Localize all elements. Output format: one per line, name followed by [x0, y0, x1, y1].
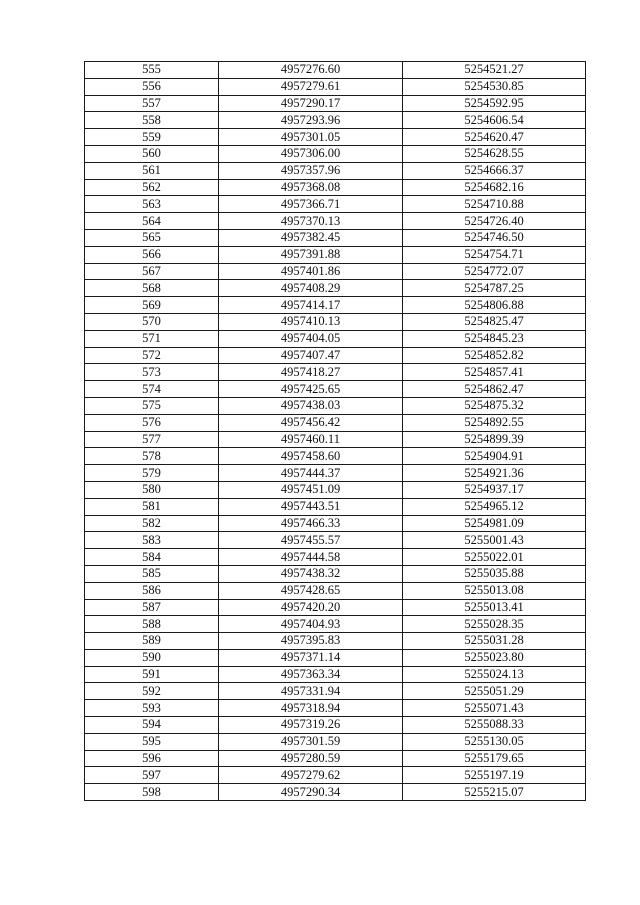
x-coordinate-cell: 4957456.42 — [219, 414, 403, 431]
y-coordinate-cell: 5254857.41 — [403, 364, 586, 381]
y-coordinate-cell: 5255013.08 — [403, 582, 586, 599]
table-row — [85, 481, 586, 498]
table-row — [85, 448, 586, 465]
y-coordinate-cell: 5255051.29 — [403, 683, 586, 700]
table-row — [85, 381, 586, 398]
point-number-cell: 555 — [85, 62, 219, 79]
y-coordinate-cell: 5254710.88 — [403, 196, 586, 213]
x-coordinate-cell: 4957428.65 — [219, 582, 403, 599]
y-coordinate-cell: 5254937.17 — [403, 481, 586, 498]
x-coordinate-cell: 4957279.61 — [219, 78, 403, 95]
y-coordinate-cell: 5254682.16 — [403, 179, 586, 196]
y-coordinate-cell: 5254530.85 — [403, 78, 586, 95]
table-row — [85, 784, 586, 801]
coordinates-table — [84, 61, 586, 801]
table-row — [85, 515, 586, 532]
point-number-cell: 588 — [85, 616, 219, 633]
point-number-cell: 583 — [85, 532, 219, 549]
x-coordinate-cell: 4957306.00 — [219, 145, 403, 162]
point-number-cell: 582 — [85, 515, 219, 532]
point-number-cell: 596 — [85, 750, 219, 767]
x-coordinate-cell: 4957420.20 — [219, 599, 403, 616]
point-number-cell: 592 — [85, 683, 219, 700]
y-coordinate-cell: 5255022.01 — [403, 549, 586, 566]
x-coordinate-cell: 4957407.47 — [219, 347, 403, 364]
table-row — [85, 717, 586, 734]
table-row — [85, 347, 586, 364]
y-coordinate-cell: 5254620.47 — [403, 129, 586, 146]
table-row — [85, 229, 586, 246]
x-coordinate-cell: 4957382.45 — [219, 229, 403, 246]
x-coordinate-cell: 4957460.11 — [219, 431, 403, 448]
y-coordinate-cell: 5254806.88 — [403, 297, 586, 314]
table-row — [85, 364, 586, 381]
point-number-cell: 580 — [85, 481, 219, 498]
point-number-cell: 569 — [85, 297, 219, 314]
x-coordinate-cell: 4957290.34 — [219, 784, 403, 801]
point-number-cell: 559 — [85, 129, 219, 146]
table-row — [85, 414, 586, 431]
x-coordinate-cell: 4957276.60 — [219, 62, 403, 79]
point-number-cell: 572 — [85, 347, 219, 364]
x-coordinate-cell: 4957455.57 — [219, 532, 403, 549]
point-number-cell: 578 — [85, 448, 219, 465]
x-coordinate-cell: 4957357.96 — [219, 162, 403, 179]
table-row — [85, 62, 586, 79]
y-coordinate-cell: 5254787.25 — [403, 280, 586, 297]
point-number-cell: 575 — [85, 397, 219, 414]
x-coordinate-cell: 4957395.83 — [219, 633, 403, 650]
table-row — [85, 162, 586, 179]
point-number-cell: 557 — [85, 95, 219, 112]
point-number-cell: 587 — [85, 599, 219, 616]
table-row — [85, 95, 586, 112]
point-number-cell: 595 — [85, 733, 219, 750]
x-coordinate-cell: 4957279.62 — [219, 767, 403, 784]
x-coordinate-cell: 4957418.27 — [219, 364, 403, 381]
point-number-cell: 561 — [85, 162, 219, 179]
table-row — [85, 532, 586, 549]
table-row — [85, 313, 586, 330]
x-coordinate-cell: 4957301.05 — [219, 129, 403, 146]
x-coordinate-cell: 4957443.51 — [219, 498, 403, 515]
point-number-cell: 566 — [85, 246, 219, 263]
x-coordinate-cell: 4957466.33 — [219, 515, 403, 532]
point-number-cell: 560 — [85, 145, 219, 162]
x-coordinate-cell: 4957444.58 — [219, 549, 403, 566]
y-coordinate-cell: 5255130.05 — [403, 733, 586, 750]
table-row — [85, 700, 586, 717]
y-coordinate-cell: 5255035.88 — [403, 565, 586, 582]
y-coordinate-cell: 5255028.35 — [403, 616, 586, 633]
y-coordinate-cell: 5254875.32 — [403, 397, 586, 414]
x-coordinate-cell: 4957458.60 — [219, 448, 403, 465]
x-coordinate-cell: 4957451.09 — [219, 481, 403, 498]
table-row — [85, 750, 586, 767]
point-number-cell: 598 — [85, 784, 219, 801]
y-coordinate-cell: 5254666.37 — [403, 162, 586, 179]
y-coordinate-cell: 5255088.33 — [403, 717, 586, 734]
point-number-cell: 590 — [85, 649, 219, 666]
table-row — [85, 616, 586, 633]
table-row — [85, 196, 586, 213]
y-coordinate-cell: 5254825.47 — [403, 313, 586, 330]
table-row — [85, 498, 586, 515]
x-coordinate-cell: 4957368.08 — [219, 179, 403, 196]
table-row — [85, 145, 586, 162]
point-number-cell: 593 — [85, 700, 219, 717]
x-coordinate-cell: 4957404.93 — [219, 616, 403, 633]
x-coordinate-cell: 4957318.94 — [219, 700, 403, 717]
x-coordinate-cell: 4957438.03 — [219, 397, 403, 414]
y-coordinate-cell: 5254981.09 — [403, 515, 586, 532]
y-coordinate-cell: 5255023.80 — [403, 649, 586, 666]
y-coordinate-cell: 5254628.55 — [403, 145, 586, 162]
y-coordinate-cell: 5254606.54 — [403, 112, 586, 129]
point-number-cell: 571 — [85, 330, 219, 347]
point-number-cell: 556 — [85, 78, 219, 95]
point-number-cell: 568 — [85, 280, 219, 297]
x-coordinate-cell: 4957366.71 — [219, 196, 403, 213]
point-number-cell: 581 — [85, 498, 219, 515]
point-number-cell: 576 — [85, 414, 219, 431]
x-coordinate-cell: 4957370.13 — [219, 213, 403, 230]
y-coordinate-cell: 5255071.43 — [403, 700, 586, 717]
point-number-cell: 562 — [85, 179, 219, 196]
point-number-cell: 573 — [85, 364, 219, 381]
x-coordinate-cell: 4957371.14 — [219, 649, 403, 666]
y-coordinate-cell: 5255179.65 — [403, 750, 586, 767]
point-number-cell: 558 — [85, 112, 219, 129]
y-coordinate-cell: 5254772.07 — [403, 263, 586, 280]
x-coordinate-cell: 4957425.65 — [219, 381, 403, 398]
coordinates-table-body — [85, 62, 586, 801]
table-row — [85, 246, 586, 263]
point-number-cell: 564 — [85, 213, 219, 230]
y-coordinate-cell: 5254746.50 — [403, 229, 586, 246]
x-coordinate-cell: 4957401.86 — [219, 263, 403, 280]
y-coordinate-cell: 5254904.91 — [403, 448, 586, 465]
table-row — [85, 633, 586, 650]
table-row — [85, 297, 586, 314]
point-number-cell: 589 — [85, 633, 219, 650]
table-row — [85, 263, 586, 280]
x-coordinate-cell: 4957301.59 — [219, 733, 403, 750]
table-row — [85, 666, 586, 683]
y-coordinate-cell: 5255197.19 — [403, 767, 586, 784]
x-coordinate-cell: 4957438.32 — [219, 565, 403, 582]
x-coordinate-cell: 4957410.13 — [219, 313, 403, 330]
table-row — [85, 582, 586, 599]
point-number-cell: 585 — [85, 565, 219, 582]
table-row — [85, 549, 586, 566]
y-coordinate-cell: 5254862.47 — [403, 381, 586, 398]
y-coordinate-cell: 5255013.41 — [403, 599, 586, 616]
table-row — [85, 129, 586, 146]
point-number-cell: 594 — [85, 717, 219, 734]
y-coordinate-cell: 5255215.07 — [403, 784, 586, 801]
table-row — [85, 78, 586, 95]
y-coordinate-cell: 5254845.23 — [403, 330, 586, 347]
point-number-cell: 591 — [85, 666, 219, 683]
y-coordinate-cell: 5254852.82 — [403, 347, 586, 364]
point-number-cell: 579 — [85, 465, 219, 482]
point-number-cell: 597 — [85, 767, 219, 784]
y-coordinate-cell: 5255031.28 — [403, 633, 586, 650]
point-number-cell: 565 — [85, 229, 219, 246]
point-number-cell: 570 — [85, 313, 219, 330]
table-row — [85, 649, 586, 666]
x-coordinate-cell: 4957290.17 — [219, 95, 403, 112]
table-row — [85, 733, 586, 750]
x-coordinate-cell: 4957319.26 — [219, 717, 403, 734]
y-coordinate-cell: 5254921.36 — [403, 465, 586, 482]
point-number-cell: 567 — [85, 263, 219, 280]
y-coordinate-cell: 5255024.13 — [403, 666, 586, 683]
x-coordinate-cell: 4957280.59 — [219, 750, 403, 767]
table-row — [85, 565, 586, 582]
x-coordinate-cell: 4957414.17 — [219, 297, 403, 314]
y-coordinate-cell: 5254899.39 — [403, 431, 586, 448]
table-row — [85, 330, 586, 347]
table-row — [85, 213, 586, 230]
x-coordinate-cell: 4957404.05 — [219, 330, 403, 347]
x-coordinate-cell: 4957363.34 — [219, 666, 403, 683]
y-coordinate-cell: 5254754.71 — [403, 246, 586, 263]
table-row — [85, 397, 586, 414]
x-coordinate-cell: 4957444.37 — [219, 465, 403, 482]
point-number-cell: 584 — [85, 549, 219, 566]
table-row — [85, 465, 586, 482]
table-row — [85, 280, 586, 297]
x-coordinate-cell: 4957408.29 — [219, 280, 403, 297]
point-number-cell: 574 — [85, 381, 219, 398]
x-coordinate-cell: 4957391.88 — [219, 246, 403, 263]
y-coordinate-cell: 5254592.95 — [403, 95, 586, 112]
table-row — [85, 112, 586, 129]
table-row — [85, 599, 586, 616]
y-coordinate-cell: 5255001.43 — [403, 532, 586, 549]
y-coordinate-cell: 5254892.55 — [403, 414, 586, 431]
point-number-cell: 577 — [85, 431, 219, 448]
point-number-cell: 586 — [85, 582, 219, 599]
point-number-cell: 563 — [85, 196, 219, 213]
table-row — [85, 431, 586, 448]
y-coordinate-cell: 5254965.12 — [403, 498, 586, 515]
table-row — [85, 179, 586, 196]
x-coordinate-cell: 4957293.96 — [219, 112, 403, 129]
table-row — [85, 767, 586, 784]
table-row — [85, 683, 586, 700]
y-coordinate-cell: 5254521.27 — [403, 62, 586, 79]
x-coordinate-cell: 4957331.94 — [219, 683, 403, 700]
y-coordinate-cell: 5254726.40 — [403, 213, 586, 230]
